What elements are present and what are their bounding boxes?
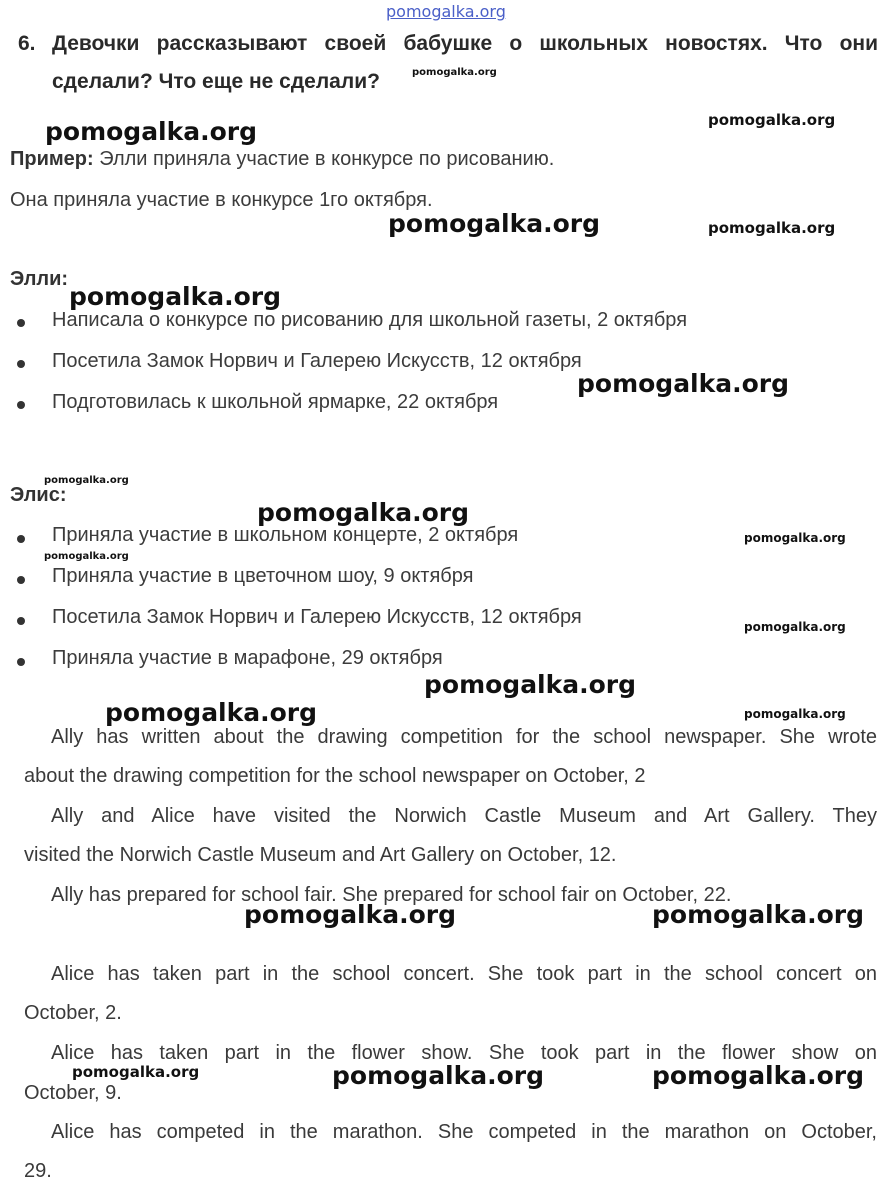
bullet-icon xyxy=(17,319,25,327)
watermark: pomogalka.org xyxy=(652,900,865,929)
answer-alice-3-line2: 29. xyxy=(24,1160,52,1182)
alice-item: Посетила Замок Норвич и Галерею Искусств, 12 октября xyxy=(52,606,582,628)
example-line1 xyxy=(10,148,554,171)
watermark: pomogalka.org xyxy=(652,1061,865,1090)
bullet-icon xyxy=(17,576,25,584)
example-label: Пример: xyxy=(10,148,94,170)
bullet-icon xyxy=(17,658,25,666)
site-link-top[interactable]: pomogalka.org xyxy=(386,2,506,21)
watermark: pomogalka.org xyxy=(45,117,258,146)
watermark: pomogalka.org xyxy=(44,551,129,562)
answer-ally-1-line1: Ally has written about the drawing competition for the school newspaper. She wrote xyxy=(51,726,877,748)
ally-heading: Элли: xyxy=(10,268,69,290)
example-text: Элли приняла участие в конкурсе по рисованию. xyxy=(93,148,555,170)
ally-item: Написала о конкурсе по рисованию для школьной газеты, 2 октября xyxy=(52,309,688,331)
watermark: pomogalka.org xyxy=(744,620,846,634)
ally-item: Посетила Замок Норвич и Галерею Искусств, 12 октября xyxy=(52,350,582,372)
watermark: pomogalka.org xyxy=(388,209,601,238)
watermark: pomogalka.org xyxy=(257,498,470,527)
answer-ally-2-line2: visited the Norwich Castle Museum and Art Gallery on October, 12. xyxy=(24,844,617,866)
answer-alice-3-line1: Alice has competed in the marathon. She competed in the marathon on October, xyxy=(51,1121,877,1143)
task-heading-line1: Девочки рассказывают своей бабушке о школьных новостях. Что они xyxy=(52,32,878,55)
watermark: pomogalka.org xyxy=(744,707,846,721)
watermark: pomogalka.org xyxy=(708,219,836,237)
task-number: 6. xyxy=(18,32,36,55)
answer-ally-2-line1: Ally and Alice have visited the Norwich Castle Museum and Art Gallery. They xyxy=(51,805,877,827)
watermark: pomogalka.org xyxy=(72,1063,200,1081)
alice-item: Приняла участие в марафоне, 29 октября xyxy=(52,647,443,669)
bullet-icon xyxy=(17,401,25,409)
watermark: pomogalka.org xyxy=(105,698,318,727)
watermark: pomogalka.org xyxy=(244,900,457,929)
answer-ally-3-line1: Ally has prepared for school fair. She prepared for school fair on October, 22. xyxy=(51,884,732,906)
answer-ally-1-line2: about the drawing competition for the school newspaper on October, 2 xyxy=(24,765,646,787)
alice-item: Приняла участие в школьном концерте, 2 октября xyxy=(52,524,519,546)
ally-item: Подготовилась к школьной ярмарке, 22 октября xyxy=(52,391,499,413)
bullet-icon xyxy=(17,617,25,625)
alice-heading: Элис: xyxy=(10,484,67,506)
alice-item: Приняла участие в цветочном шоу, 9 октября xyxy=(52,565,474,587)
bullet-icon xyxy=(17,360,25,368)
bullet-icon xyxy=(17,535,25,543)
watermark: pomogalka.org xyxy=(332,1061,545,1090)
watermark: pomogalka.org xyxy=(44,475,129,486)
watermark: pomogalka.org xyxy=(708,111,836,129)
watermark: pomogalka.org xyxy=(412,67,497,78)
example-line2: Она приняла участие в конкурсе 1го октября. xyxy=(10,189,433,211)
watermark: pomogalka.org xyxy=(69,282,282,311)
task-heading-line2: сделали? Что еще не сделали? xyxy=(52,70,380,93)
watermark: pomogalka.org xyxy=(577,369,790,398)
watermark: pomogalka.org xyxy=(424,670,637,699)
answer-alice-2-line2: October, 9. xyxy=(24,1082,122,1104)
answer-alice-1-line2: October, 2. xyxy=(24,1002,122,1024)
answer-alice-2-line1: Alice has taken part in the flower show. She took part in the flower show on xyxy=(51,1042,877,1064)
answer-alice-1-line1: Alice has taken part in the school concert. She took part in the school concert on xyxy=(51,963,877,985)
watermark: pomogalka.org xyxy=(744,531,846,545)
